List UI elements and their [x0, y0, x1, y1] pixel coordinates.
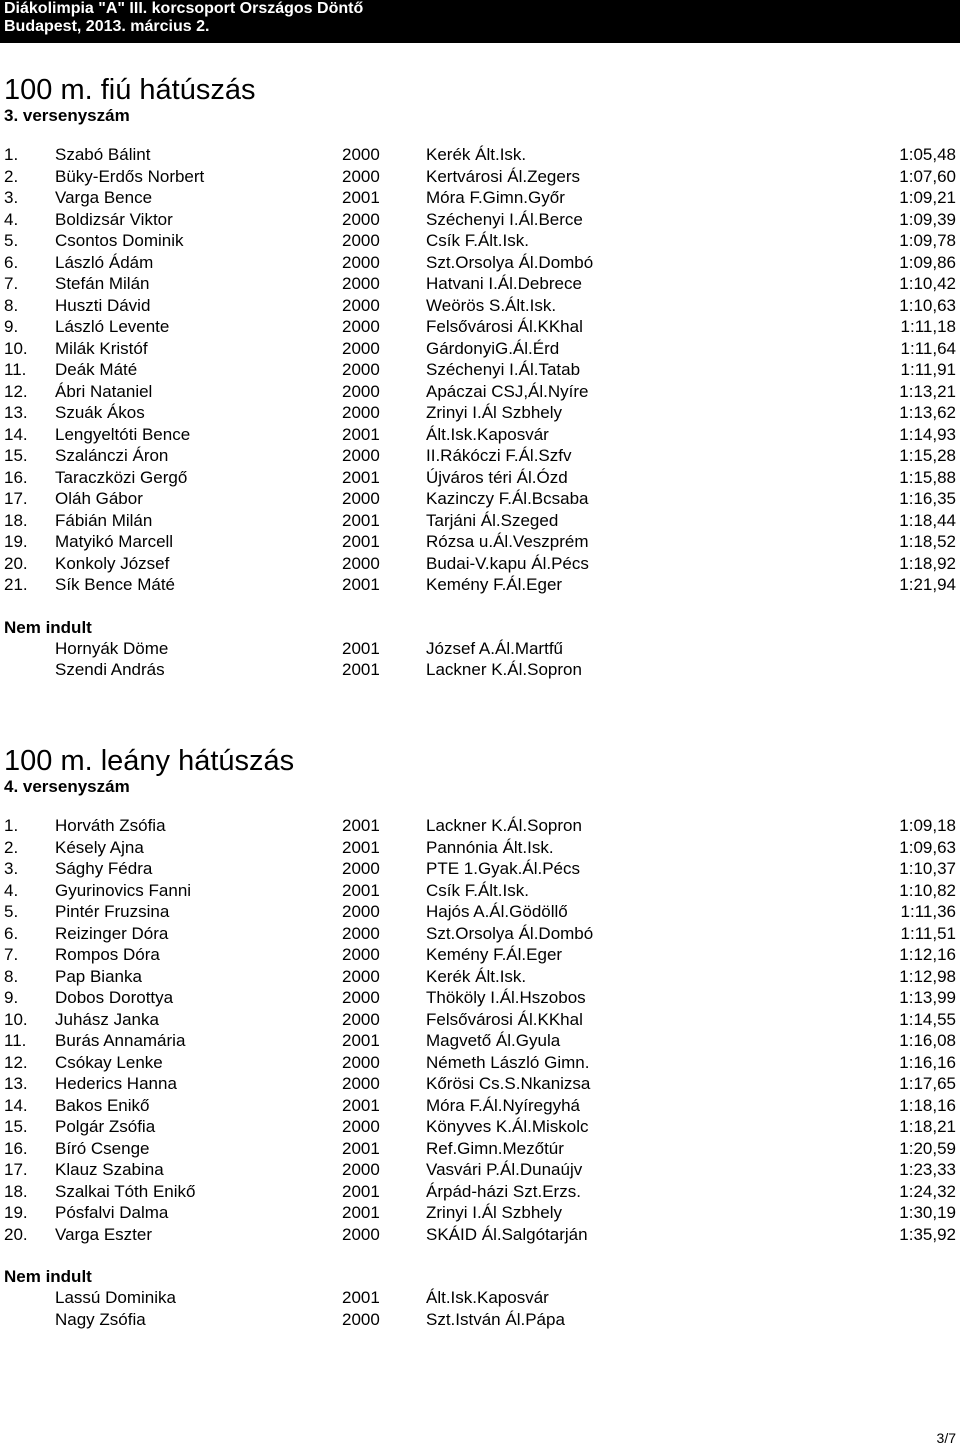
header-divider [0, 40, 960, 43]
result-time: 1:09,86 [899, 252, 956, 272]
girls-backstroke-section [0, 745, 960, 1330]
result-school: Csík F.Ált.Isk. [426, 880, 529, 900]
result-school: Vasvári P.Ál.Dunaújv [426, 1160, 583, 1179]
result-row [0, 1030, 960, 1052]
result-rank: 7. [4, 945, 19, 964]
result-row [0, 144, 960, 166]
result-time: 1:10,82 [899, 880, 956, 900]
result-time: 1:16,16 [899, 1052, 956, 1072]
result-row [0, 338, 960, 360]
result-school: SKÁID Ál.Salgótarján [426, 1224, 588, 1244]
result-school: Csík F.Ált.Isk. [426, 231, 529, 250]
result-row [0, 510, 960, 532]
result-name: Nagy Zsófia [55, 1309, 146, 1329]
result-row [0, 1095, 960, 1117]
result-time: 1:13,99 [899, 988, 956, 1007]
result-name: Büky-Erdős Norbert [55, 166, 205, 186]
result-time: 1:09,39 [899, 209, 956, 229]
result-school: GárdonyiG.Ál.Érd [426, 338, 560, 358]
result-school: Széchenyi I.Ál.Berce [426, 209, 583, 229]
result-rank: 16. [4, 1138, 28, 1158]
result-row [0, 837, 960, 859]
result-name: Stefán Milán [55, 274, 150, 293]
result-row [0, 987, 960, 1009]
result-time: 1:35,92 [899, 1224, 956, 1244]
result-year: 2000 [342, 902, 380, 921]
result-rank: 4. [4, 880, 19, 900]
result-time: 1:23,33 [899, 1160, 956, 1179]
result-time: 1:11,64 [900, 338, 956, 358]
result-year: 2001 [342, 188, 380, 207]
result-year: 2000 [342, 209, 380, 229]
result-row [0, 944, 960, 966]
result-year: 2001 [342, 1181, 380, 1201]
section-subtitle: 4. versenyszám [4, 777, 130, 796]
result-year: 2000 [342, 252, 380, 272]
page-number: 3/7 [936, 1430, 956, 1446]
result-name: Deák Máté [55, 360, 138, 379]
result-name: Csókay Lenke [55, 1052, 163, 1072]
result-school: Árpád-házi Szt.Erzs. [426, 1181, 581, 1201]
result-rank: 7. [4, 274, 19, 293]
header-event-title: Diákolimpia "A" III. korcsoport Országos Döntő [4, 0, 364, 17]
result-row [0, 209, 960, 231]
result-school: Szt.István Ál.Pápa [426, 1309, 565, 1329]
result-name: Dobos Dorottya [55, 988, 174, 1007]
result-year: 2001 [342, 880, 380, 900]
result-year: 2000 [342, 1052, 380, 1072]
result-name: Pintér Fruzsina [55, 902, 170, 921]
result-row [0, 230, 960, 252]
result-year: 2001 [342, 816, 380, 835]
result-year: 2000 [342, 1160, 380, 1179]
result-rank: 18. [4, 510, 28, 530]
result-name: Burás Annamária [55, 1031, 186, 1050]
result-rank: 12. [4, 1052, 28, 1072]
result-name: Sík Bence Máté [55, 575, 176, 594]
result-rank: 20. [4, 553, 28, 573]
result-year: 2000 [342, 859, 380, 878]
result-rank: 11. [4, 360, 27, 379]
result-year: 2000 [342, 553, 380, 573]
result-school: Kőrösi Cs.S.Nkanizsa [426, 1074, 591, 1093]
result-school: Tarjáni Ál.Szeged [426, 510, 559, 530]
result-year: 2000 [342, 1117, 380, 1136]
result-row [0, 402, 960, 424]
result-year: 2001 [342, 424, 380, 444]
result-school: Thököly I.Ál.Hszobos [426, 988, 586, 1007]
result-time: 1:11,51 [900, 923, 956, 943]
result-time: 1:14,93 [899, 424, 956, 444]
result-year: 2000 [342, 295, 380, 315]
result-school: Kemény F.Ál.Eger [426, 945, 563, 964]
result-time: 1:10,63 [899, 295, 956, 315]
not-started-heading: Nem indult [4, 1267, 92, 1286]
result-row [0, 445, 960, 467]
not-started-list [0, 1287, 960, 1330]
result-time: 1:16,08 [899, 1031, 956, 1050]
result-name: Pósfalvi Dalma [55, 1203, 169, 1222]
result-school: Hatvani I.Ál.Debrece [426, 274, 582, 293]
result-rank: 14. [4, 1095, 28, 1115]
result-row [0, 901, 960, 923]
result-rank: 3. [4, 859, 19, 878]
result-row [0, 359, 960, 381]
result-rank: 12. [4, 381, 28, 401]
result-rank: 20. [4, 1224, 28, 1244]
result-time: 1:10,42 [899, 274, 956, 293]
result-name: Pap Bianka [55, 966, 142, 986]
result-name: Huszti Dávid [55, 295, 151, 315]
result-rank: 3. [4, 188, 19, 207]
not-started-heading: Nem indult [4, 617, 92, 637]
result-time: 1:13,21 [899, 381, 956, 401]
result-row [0, 187, 960, 209]
section-title: 100 m. fiú hátúszás [4, 74, 256, 106]
result-name: László Levente [55, 317, 170, 336]
result-year: 2001 [342, 638, 380, 658]
result-time: 1:10,37 [899, 859, 956, 878]
result-row [0, 1181, 960, 1203]
result-row [0, 880, 960, 902]
result-school: Széchenyi I.Ál.Tatab [426, 360, 581, 379]
result-row [0, 923, 960, 945]
result-school: Apáczai CSJ,Ál.Nyíre [426, 381, 589, 401]
result-rank: 10. [4, 338, 28, 358]
result-name: Fábián Milán [55, 510, 153, 530]
result-row [0, 1073, 960, 1095]
result-row [0, 638, 960, 660]
result-row [0, 1202, 960, 1224]
result-name: Gyurinovics Fanni [55, 880, 192, 900]
result-year: 2001 [342, 510, 380, 530]
result-rank: 4. [4, 209, 19, 229]
result-year: 2000 [342, 988, 380, 1007]
result-row [0, 295, 960, 317]
result-row [0, 553, 960, 575]
result-rank: 6. [4, 252, 19, 272]
result-row [0, 966, 960, 988]
header-location-date: Budapest, 2013. március 2. [4, 18, 210, 35]
result-name: Taraczközi Gergő [55, 467, 188, 487]
result-row [0, 1052, 960, 1074]
result-row [0, 424, 960, 446]
result-school: Weörös S.Ált.Isk. [426, 295, 557, 315]
result-year: 2000 [342, 403, 380, 422]
result-rank: 13. [4, 1074, 28, 1093]
result-school: Kemény F.Ál.Eger [426, 575, 563, 594]
result-rank: 9. [4, 317, 19, 336]
result-school: Rózsa u.Ál.Veszprém [426, 532, 589, 551]
result-rank: 16. [4, 467, 28, 487]
result-time: 1:18,16 [899, 1095, 956, 1115]
result-school: Kerék Ált.Isk. [426, 966, 527, 986]
result-year: 2000 [342, 381, 380, 401]
result-rank: 1. [4, 145, 19, 164]
result-rank: 19. [4, 532, 28, 551]
result-row [0, 488, 960, 510]
result-name: Bíró Csenge [55, 1138, 150, 1158]
result-name: Rompos Dóra [55, 945, 160, 964]
result-name: Hederics Hanna [55, 1074, 177, 1093]
result-school: Móra F.Ál.Nyíregyhá [426, 1095, 580, 1115]
result-school: Kazinczy F.Ál.Bcsaba [426, 489, 589, 508]
result-school: Zrinyi I.Ál Szbhely [426, 1203, 563, 1222]
result-time: 1:17,65 [899, 1074, 956, 1093]
result-row [0, 1224, 960, 1246]
result-year: 2000 [342, 923, 380, 943]
result-year: 2000 [342, 338, 380, 358]
result-school: József A.Ál.Martfű [426, 638, 563, 658]
result-name: Szalánczi Áron [55, 446, 169, 465]
result-rank: 2. [4, 166, 19, 186]
result-name: Szabó Bálint [55, 145, 151, 164]
result-time: 1:24,32 [899, 1181, 956, 1201]
result-year: 2000 [342, 489, 380, 508]
result-school: Móra F.Gimn.Győr [426, 188, 565, 207]
result-school: Ált.Isk.Kaposvár [426, 424, 549, 444]
not-started-list [0, 638, 960, 681]
result-rank: 18. [4, 1181, 28, 1201]
result-time: 1:15,28 [899, 446, 956, 465]
result-year: 2001 [342, 1138, 380, 1158]
result-time: 1:07,60 [899, 166, 956, 186]
result-year: 2001 [342, 837, 380, 857]
result-year: 2001 [342, 660, 380, 679]
result-school: Zrinyi I.Ál Szbhely [426, 403, 563, 422]
result-school: Könyves K.Ál.Miskolc [426, 1117, 589, 1136]
result-time: 1:11,18 [900, 317, 956, 336]
result-row [0, 1287, 960, 1309]
result-row [0, 316, 960, 338]
result-name: Oláh Gábor [55, 489, 143, 508]
result-name: Matyikó Marcell [55, 532, 174, 551]
result-row [0, 531, 960, 553]
result-name: Szalkai Tóth Enikő [55, 1181, 196, 1201]
result-name: Reizinger Dóra [55, 923, 169, 943]
result-name: László Ádám [55, 252, 154, 272]
results-list [0, 815, 960, 1245]
result-time: 1:21,94 [899, 575, 956, 594]
result-school: PTE 1.Gyak.Ál.Pécs [426, 859, 580, 878]
result-time: 1:12,16 [899, 945, 956, 964]
result-school: Kerék Ált.Isk. [426, 145, 527, 164]
result-school: Szt.Orsolya Ál.Dombó [426, 252, 594, 272]
result-time: 1:15,88 [899, 467, 956, 487]
boys-backstroke-section [0, 74, 960, 681]
result-year: 2000 [342, 1009, 380, 1029]
result-school: Németh László Gimn. [426, 1052, 590, 1072]
result-school: Lackner K.Ál.Sopron [426, 816, 582, 835]
result-name: Juhász Janka [55, 1009, 159, 1029]
result-row [0, 1309, 960, 1331]
result-name: Szuák Ákos [55, 403, 145, 422]
result-time: 1:18,21 [899, 1117, 956, 1136]
result-row [0, 381, 960, 403]
result-year: 2000 [342, 446, 380, 465]
result-time: 1:09,18 [899, 816, 956, 835]
result-year: 2000 [342, 166, 380, 186]
result-name: Horváth Zsófia [55, 816, 166, 835]
result-name: Csontos Dominik [55, 231, 184, 250]
result-rank: 10. [4, 1009, 28, 1029]
result-time: 1:09,63 [899, 837, 956, 857]
result-time: 1:09,21 [899, 188, 956, 207]
result-time: 1:12,98 [899, 966, 956, 986]
result-rank: 21. [4, 575, 28, 594]
result-name: Hornyák Döme [55, 638, 169, 658]
result-rank: 13. [4, 403, 28, 422]
result-row [0, 1159, 960, 1181]
result-rank: 17. [4, 489, 28, 508]
result-school: Pannónia Ált.Isk. [426, 837, 554, 857]
result-name: Bakos Enikő [55, 1095, 150, 1115]
result-row [0, 1116, 960, 1138]
result-rank: 17. [4, 1160, 28, 1179]
result-year: 2001 [342, 1095, 380, 1115]
result-time: 1:18,52 [899, 532, 956, 551]
result-year: 2001 [342, 1288, 380, 1307]
result-year: 2000 [342, 945, 380, 964]
result-year: 2000 [342, 1224, 380, 1244]
result-rank: 2. [4, 837, 19, 857]
result-year: 2000 [342, 145, 380, 164]
result-name: Sághy Fédra [55, 859, 153, 878]
result-name: Klauz Szabina [55, 1160, 164, 1179]
results-list [0, 144, 960, 596]
result-name: Varga Bence [55, 188, 153, 207]
result-rank: 15. [4, 1117, 28, 1136]
result-year: 2000 [342, 1074, 380, 1093]
result-name: Szendi András [55, 660, 165, 679]
section-subtitle: 3. versenyszám [4, 106, 130, 125]
result-row [0, 166, 960, 188]
result-year: 2001 [342, 532, 380, 551]
result-year: 2001 [342, 575, 380, 594]
result-rank: 6. [4, 923, 19, 943]
result-row [0, 252, 960, 274]
result-time: 1:18,44 [899, 510, 956, 530]
result-time: 1:11,36 [900, 902, 956, 921]
result-school: Szt.Orsolya Ál.Dombó [426, 923, 594, 943]
result-name: Konkoly József [55, 553, 170, 573]
result-rank: 15. [4, 446, 28, 465]
result-year: 2000 [342, 317, 380, 336]
result-rank: 1. [4, 816, 19, 835]
result-rank: 5. [4, 902, 19, 921]
result-time: 1:05,48 [899, 145, 956, 164]
result-school: Újváros téri Ál.Ózd [426, 467, 568, 487]
result-name: Milák Kristóf [55, 338, 148, 358]
result-row [0, 1009, 960, 1031]
result-rank: 9. [4, 988, 19, 1007]
result-row [0, 273, 960, 295]
result-row [0, 858, 960, 880]
result-row [0, 815, 960, 837]
result-year: 2000 [342, 1309, 380, 1329]
result-time: 1:30,19 [899, 1203, 956, 1222]
result-year: 2001 [342, 1031, 380, 1050]
result-row [0, 1138, 960, 1160]
result-year: 2000 [342, 274, 380, 293]
result-row [0, 467, 960, 489]
result-school: Lackner K.Ál.Sopron [426, 660, 582, 679]
result-time: 1:11,91 [900, 360, 956, 379]
result-name: Késely Ajna [55, 837, 144, 857]
result-time: 1:18,92 [899, 553, 956, 573]
result-time: 1:20,59 [899, 1138, 956, 1158]
result-rank: 5. [4, 231, 19, 250]
result-time: 1:13,62 [899, 403, 956, 422]
result-school: Budai-V.kapu Ál.Pécs [426, 553, 589, 573]
result-name: Lassú Dominika [55, 1288, 176, 1307]
result-year: 2000 [342, 231, 380, 250]
result-name: Varga Eszter [55, 1224, 153, 1244]
result-time: 1:14,55 [899, 1009, 956, 1029]
result-year: 2001 [342, 467, 380, 487]
result-name: Polgár Zsófia [55, 1117, 156, 1136]
result-school: Magvető Ál.Gyula [426, 1031, 561, 1050]
result-rank: 14. [4, 424, 28, 444]
section-title: 100 m. leány hátúszás [4, 745, 295, 777]
result-row [0, 574, 960, 596]
result-row [0, 659, 960, 681]
result-name: Boldizsár Viktor [55, 209, 173, 229]
result-name: Lengyeltóti Bence [55, 424, 191, 444]
result-year: 2000 [342, 360, 380, 379]
result-name: Ábri Nataniel [55, 381, 153, 401]
result-rank: 8. [4, 295, 19, 315]
result-year: 2000 [342, 966, 380, 986]
result-school: Felsővárosi Ál.KKhal [426, 1009, 583, 1029]
result-rank: 8. [4, 966, 19, 986]
page-header [0, 0, 960, 40]
result-rank: 11. [4, 1031, 27, 1050]
result-school: Felsővárosi Ál.KKhal [426, 317, 583, 336]
result-rank: 19. [4, 1203, 28, 1222]
result-school: II.Rákóczi F.Ál.Szfv [426, 446, 572, 465]
result-time: 1:16,35 [899, 489, 956, 508]
result-school: Hajós A.Ál.Gödöllő [426, 902, 568, 921]
result-year: 2001 [342, 1203, 380, 1222]
result-school: Ált.Isk.Kaposvár [426, 1288, 549, 1307]
result-time: 1:09,78 [899, 231, 956, 250]
result-school: Ref.Gimn.Mezőtúr [426, 1138, 564, 1158]
result-school: Kertvárosi Ál.Zegers [426, 166, 580, 186]
